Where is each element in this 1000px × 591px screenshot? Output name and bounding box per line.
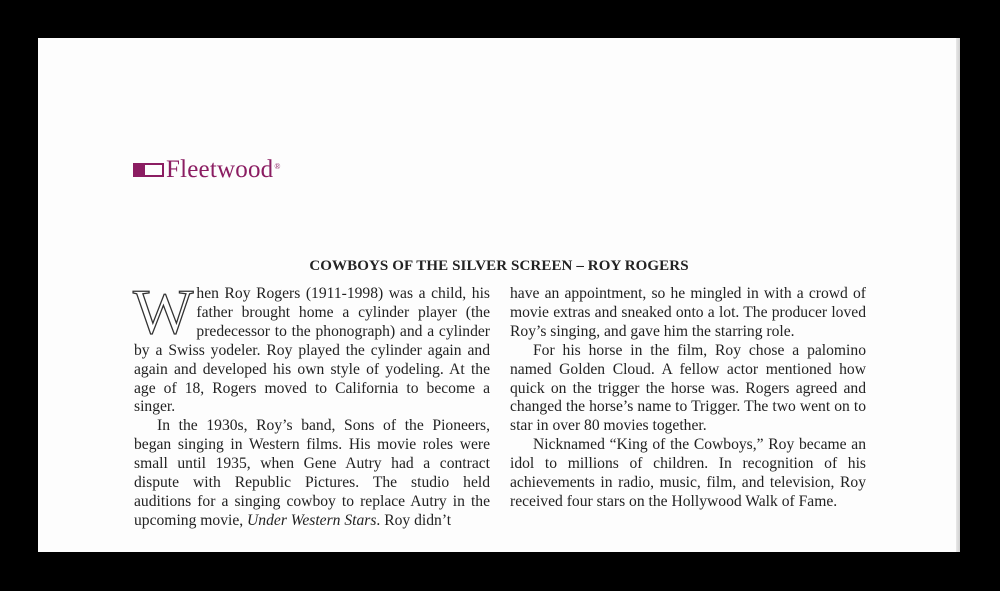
- paragraph-2-continued-text: have an appointment, so he mingled in with a crowd of movie extras and sneaked onto a lot. The producer loved Roy’s singing, and gave him the starring role.: [510, 285, 866, 340]
- paragraph-2: [134, 417, 490, 530]
- article-title: COWBOYS OF THE SILVER SCREEN – ROY ROGERS: [309, 258, 689, 274]
- fleetwood-mark-icon: [133, 163, 164, 177]
- card-edge: [956, 38, 960, 552]
- paragraph-2-text-a: In the 1930s, Roy’s band, Sons of the Pioneers, began singing in Western films. His movie roles were small until 1935, when Gene Autry had a contract dispute with Republic Pictures. The studio held auditions for a singing cowboy to replace Autry in the upcoming movie,: [134, 417, 490, 529]
- article-column-left: [133, 276, 490, 531]
- insert-card: [38, 38, 960, 552]
- paragraph-2-text-b-start: . Roy didn’t: [376, 511, 452, 529]
- drop-cap: W: [133, 276, 194, 347]
- fleetwood-logo: [133, 156, 280, 184]
- paragraph-4: Nicknamed “King of the Cowboys,” Roy became an idol to millions of children. In recognition of his achievements in radio, music, film, and television, Roy received four stars on the Hollywood Walk of Fame.: [510, 436, 866, 510]
- paragraph-1-text: hen Roy Rogers (1911-1998) was a child, his father brought home a cylinder player (the predecessor to the phonograph) and a cylinder by a Swiss yodeler. Roy played the cylinder again and again and developed his own style of yodeling. At the age of 18, Rogers moved to California to become a singer.: [134, 285, 490, 416]
- registered-mark: ®: [274, 161, 281, 171]
- article-column-right: [510, 285, 866, 512]
- movie-title: Under Western Stars: [247, 511, 377, 529]
- paragraph-1: [133, 276, 490, 417]
- brand-name: Fleetwood: [166, 156, 274, 183]
- paragraph-3: For his horse in the film, Roy chose a palomino named Golden Cloud. A fellow actor mentioned how quick on the trigger the horse was. Rogers agreed and changed the horse’s name to Trigger. The two went on to star in over 80 movies together.: [510, 341, 866, 435]
- paragraph-2-continued: [510, 285, 866, 342]
